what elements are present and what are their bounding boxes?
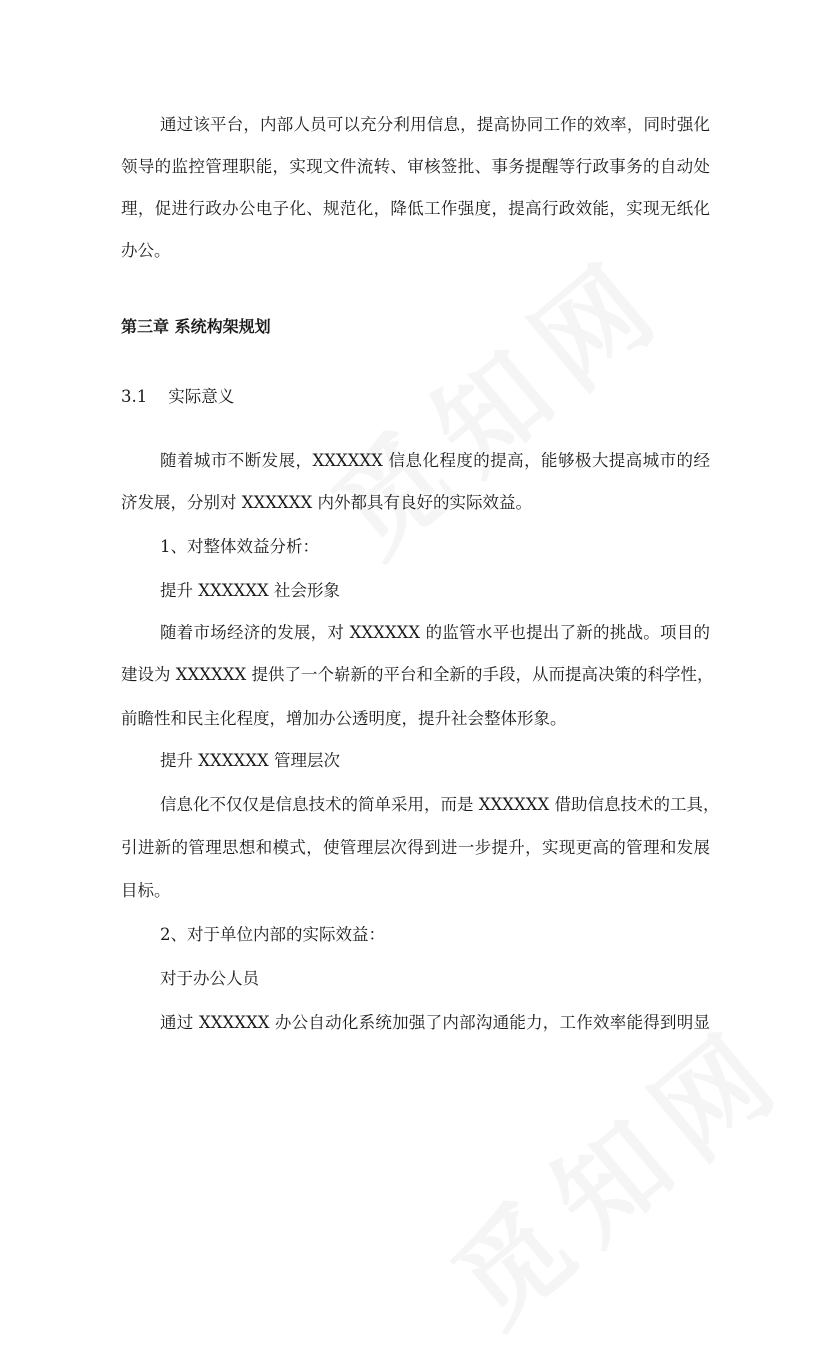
subheading: 对于办公人员	[160, 969, 259, 988]
section-heading: 3.1 实际意义	[121, 387, 235, 406]
paragraph-line: 理，促进行政办公电子化、规范化，降低工作强度，提高行政效能，实现无纸化	[121, 199, 710, 218]
paragraph-line: 随着市场经济的发展，对 XXXXXX 的监管水平也提出了新的挑战。项目的	[160, 623, 710, 642]
watermark	[415, 983, 815, 1355]
paragraph-line: 办公。	[121, 241, 171, 260]
paragraph-line: 通过 XXXXXX 办公自动化系统加强了内部沟通能力，工作效率能得到明显	[160, 1013, 710, 1032]
subheading: 提升 XXXXXX 管理层次	[160, 751, 340, 770]
paragraph-line: 前瞻性和民主化程度，增加办公透明度，提升社会整体形象。	[121, 709, 567, 728]
paragraph-line: 目标。	[121, 881, 171, 900]
paragraph-line: 信息化不仅仅是信息技术的简单采用，而是 XXXXXX 借助信息技术的工具，	[160, 795, 720, 814]
list-heading: 1、对整体效益分析：	[160, 537, 319, 556]
paragraph-line: 引进新的管理思想和模式，使管理层次得到进一步提升，实现更高的管理和发展	[121, 838, 710, 857]
list-heading: 2、对于单位内部的实际效益：	[160, 925, 385, 944]
paragraph-line: 随着城市不断发展，XXXXXX 信息化程度的提高，能够极大提高城市的经	[160, 451, 710, 470]
paragraph-line: 济发展，分别对 XXXXXX 内外都具有良好的实际效益。	[121, 493, 532, 512]
paragraph-line: 建设为 XXXXXX 提供了一个崭新的平台和全新的手段，从而提高决策的科学性，	[121, 665, 714, 684]
paragraph-line: 领导的监控管理职能，实现文件流转、审核签批、事务提醒等行政事务的自动处	[121, 157, 710, 176]
paragraph-line: 通过该平台，内部人员可以充分利用信息，提高协同工作的效率，同时强化	[160, 115, 710, 134]
chapter-heading: 第三章 系统构架规划	[121, 317, 271, 336]
subheading: 提升 XXXXXX 社会形象	[160, 581, 340, 600]
watermark	[295, 213, 695, 585]
